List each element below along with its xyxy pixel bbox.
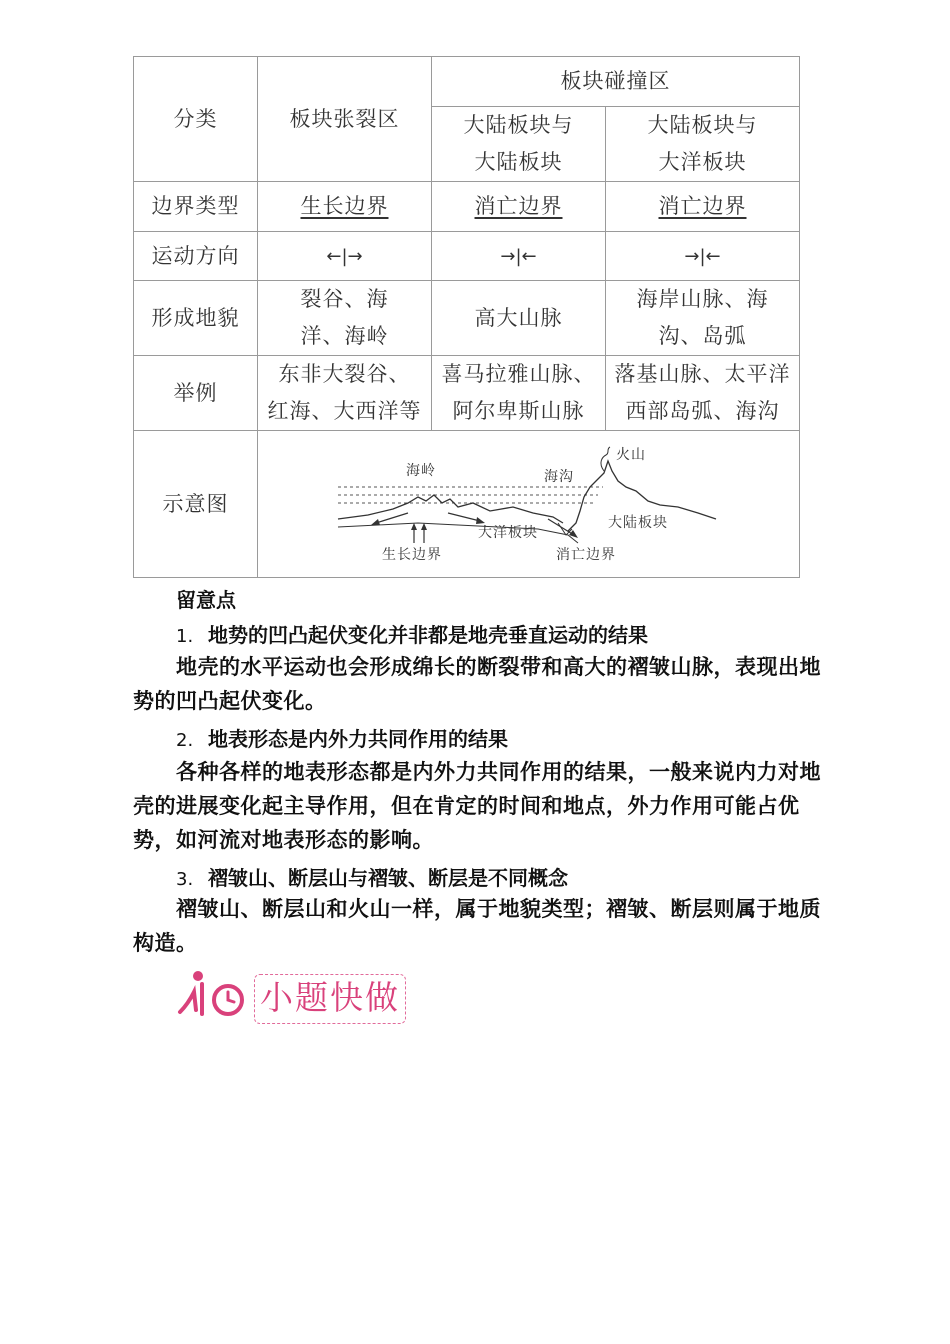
note-item-3-title: 3. 褶皱山、断层山与褶皱、断层是不同概念 (176, 866, 568, 890)
note-item-2-title: 2. 地表形态是内外力共同作用的结果 (176, 727, 508, 751)
label-oceanic-plate: 大洋板块 (478, 525, 538, 541)
header-cc-line1: 大陆板块与 (463, 113, 574, 137)
cell-cc: →|← (432, 232, 606, 281)
label-growth-boundary: 生长边界 (382, 547, 442, 563)
spread-arrow-left (376, 513, 408, 523)
quick-practice-banner (176, 966, 406, 1024)
header-continental-oceanic (606, 107, 800, 182)
header-co-line2: 大洋板块 (658, 150, 747, 174)
plate-boundary-diagram (258, 431, 798, 577)
oceanic-plate-base (338, 523, 578, 543)
cell-co: 海岸山脉、海 沟、岛弧 (606, 281, 800, 356)
cell-divergent: 生长边界 (258, 182, 432, 232)
header-cc-line2: 大陆板块 (474, 150, 563, 174)
label-ridge: 海岭 (406, 463, 436, 479)
spread-arrowhead-left (371, 519, 380, 525)
note-item-1-body: 地壳的水平运动也会形成绵长的断裂带和高大的褶皱山脉，表现出地势的凹凸起伏变化。 (133, 655, 821, 713)
cell-divergent: 裂谷、海 洋、海岭 (258, 281, 432, 356)
cell-co: →|← (606, 232, 800, 281)
row-label: 运动方向 (134, 232, 258, 281)
ocean-floor-ridge (338, 495, 563, 523)
banner-title: 小题快做 (260, 978, 400, 1017)
cell-divergent: 东非大裂谷、 红海、大西洋等 (258, 356, 432, 431)
row-label: 示意图 (134, 431, 258, 578)
cell-divergent: ←|→ (258, 232, 432, 281)
cell-cc: 喜马拉雅山脉、 阿尔卑斯山脉 (432, 356, 606, 431)
spread-arrow-right (448, 513, 480, 521)
label-trench: 海沟 (544, 469, 574, 485)
upwelling-arrowhead-1 (411, 523, 417, 530)
row-motion (134, 232, 800, 281)
header-collision: 板块碰撞区 (432, 57, 800, 107)
header-category: 分类 (134, 57, 258, 182)
cell-co: 落基山脉、太平洋 西部岛弧、海沟 (606, 356, 800, 431)
label-continental-plate: 大陆板块 (608, 515, 668, 531)
header-divergent: 板块张裂区 (258, 57, 432, 182)
header-continental-continental (432, 107, 606, 182)
row-label: 边界类型 (134, 182, 258, 232)
note-item-1-title: 1. 地势的凹凸起伏变化并非都是地壳垂直运动的结果 (176, 623, 648, 647)
note-item-2-body: 各种各样的地表形态都是内外力共同作用的结果，一般来说内力对地壳的进展变化起主导作用，但在肯定的时间和地点，外力作用可能占优势，如河流对地表形态的影响。 (133, 760, 821, 852)
note-item-3-body: 褶皱山、断层山和火山一样，属于地貌类型；褶皱、断层则属于地质构造。 (133, 897, 821, 955)
plate-boundary-table (133, 56, 800, 578)
spread-arrowhead-right (476, 517, 485, 524)
row-label: 举例 (134, 356, 258, 431)
row-example (134, 356, 800, 431)
row-landform (134, 281, 800, 356)
row-label: 形成地貌 (134, 281, 258, 356)
label-volcano: 火山 (616, 447, 646, 463)
row-diagram (134, 431, 800, 578)
notes-heading: 留意点 (176, 588, 236, 612)
cell-cc: 高大山脉 (432, 281, 606, 356)
cell-cc: 消亡边界 (432, 182, 606, 232)
label-subduction-boundary: 消亡边界 (556, 547, 616, 563)
cell-co: 消亡边界 (606, 182, 800, 232)
clock-figure-icon (176, 966, 252, 1024)
upwelling-arrowhead-2 (421, 523, 427, 530)
plate-diagram-cell (258, 431, 800, 578)
header-co-line1: 大陆板块与 (647, 113, 758, 137)
row-boundary-type (134, 182, 800, 232)
